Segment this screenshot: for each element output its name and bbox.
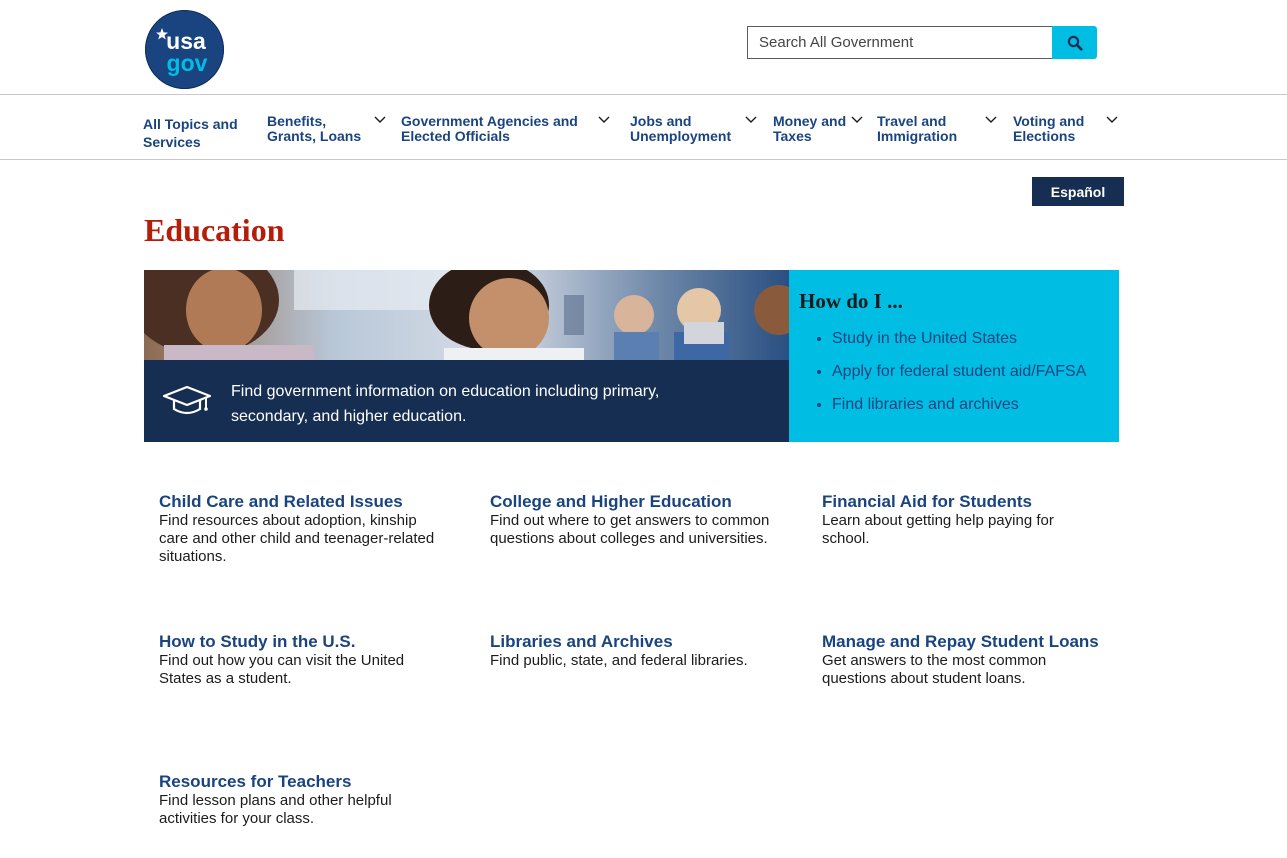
topic-description: Find public, state, and federal libraries. — [490, 652, 748, 669]
topic-card — [822, 492, 1092, 548]
nav-item-label: Taxes — [773, 128, 812, 144]
nav-item-label: Money and — [773, 113, 847, 129]
nav-item-travel[interactable] — [877, 114, 1005, 144]
nav-item-label: Unemployment — [630, 128, 732, 144]
nav-item-government-agencies[interactable] — [401, 114, 616, 144]
hero-image — [144, 270, 789, 360]
svg-text:gov: gov — [166, 50, 208, 76]
nav-item-label: All Topics and — [143, 116, 238, 132]
chevron-down-icon — [745, 116, 757, 124]
chevron-down-icon — [374, 116, 386, 124]
nav-item-label: Government Agencies and — [401, 113, 578, 129]
topic-card — [159, 772, 419, 828]
how-do-i-panel — [789, 270, 1119, 442]
search-button[interactable] — [1052, 26, 1097, 59]
how-do-i-list — [789, 328, 1086, 427]
chevron-down-icon — [851, 116, 863, 124]
nav-item-all-topics[interactable] — [143, 115, 253, 151]
how-do-i-link-study[interactable]: • Study in the United States — [832, 328, 1086, 350]
hero-banner — [144, 360, 789, 442]
topic-description: Find out where to get answers to common questions about colleges and universities. — [490, 512, 770, 547]
topic-description: Learn about getting help paying for school. — [822, 512, 1054, 547]
nav-item-label: Immigration — [877, 128, 958, 144]
topic-description: Find out how you can visit the United States as a student. — [159, 652, 405, 687]
site-header — [0, 0, 1287, 95]
topic-card — [159, 492, 449, 566]
search-input[interactable] — [747, 26, 1063, 59]
how-do-i-link-libraries[interactable]: • Find libraries and archives — [832, 394, 1086, 416]
nav-item-label: Benefits, — [267, 113, 327, 129]
nav-item-label: Elections — [1013, 128, 1076, 144]
topic-card — [490, 632, 780, 670]
nav-item-label: Jobs and — [630, 113, 692, 129]
topic-link-child-care[interactable]: Child Care and Related Issues — [159, 492, 403, 511]
chevron-down-icon — [985, 116, 997, 124]
topic-card — [822, 632, 1102, 688]
topic-card — [490, 492, 780, 548]
how-do-i-link-fafsa[interactable]: • Apply for federal student aid/FAFSA — [832, 361, 1086, 383]
topic-card — [159, 632, 434, 688]
topic-link-student-loans[interactable]: Manage and Repay Student Loans — [822, 632, 1099, 651]
nav-item-benefits[interactable] — [267, 114, 392, 144]
chevron-down-icon — [598, 116, 610, 124]
topic-link-financial-aid[interactable]: Financial Aid for Students — [822, 492, 1032, 511]
chevron-down-icon — [1106, 116, 1118, 124]
nav-item-money-taxes[interactable] — [773, 114, 868, 144]
topic-link-study-us[interactable]: How to Study in the U.S. — [159, 632, 356, 651]
page-title: Education — [144, 212, 285, 248]
usagov-logo-icon — [145, 10, 224, 89]
espanol-button[interactable]: Español — [1032, 177, 1124, 206]
nav-item-label: Services — [143, 134, 201, 150]
nav-item-label: Grants, Loans — [267, 128, 362, 144]
nav-item-label: Elected Officials — [401, 128, 510, 144]
main-nav — [0, 95, 1287, 160]
nav-item-label: Voting and — [1013, 113, 1085, 129]
search-icon — [1067, 35, 1083, 51]
svg-text:usa: usa — [166, 28, 206, 54]
hero-description: Find government information on education including primary, secondary, and higher education. — [231, 383, 660, 425]
topic-description: Find lesson plans and other helpful activities for your class. — [159, 792, 392, 827]
how-do-i-heading: How do I ... — [799, 289, 903, 313]
nav-item-voting[interactable] — [1013, 114, 1123, 144]
topic-link-college[interactable]: College and Higher Education — [490, 492, 732, 511]
nav-item-jobs[interactable] — [630, 114, 764, 144]
topic-description: Get answers to the most common questions about student loans. — [822, 652, 1047, 687]
graduation-cap-icon — [162, 384, 212, 418]
nav-item-label: Travel and — [877, 113, 947, 129]
topic-link-libraries[interactable]: Libraries and Archives — [490, 632, 673, 651]
usagov-logo[interactable] — [145, 10, 224, 89]
topic-description: Find resources about adoption, kinship care and other child and teenager-related situations. — [159, 512, 435, 565]
topic-link-teachers[interactable]: Resources for Teachers — [159, 772, 352, 791]
